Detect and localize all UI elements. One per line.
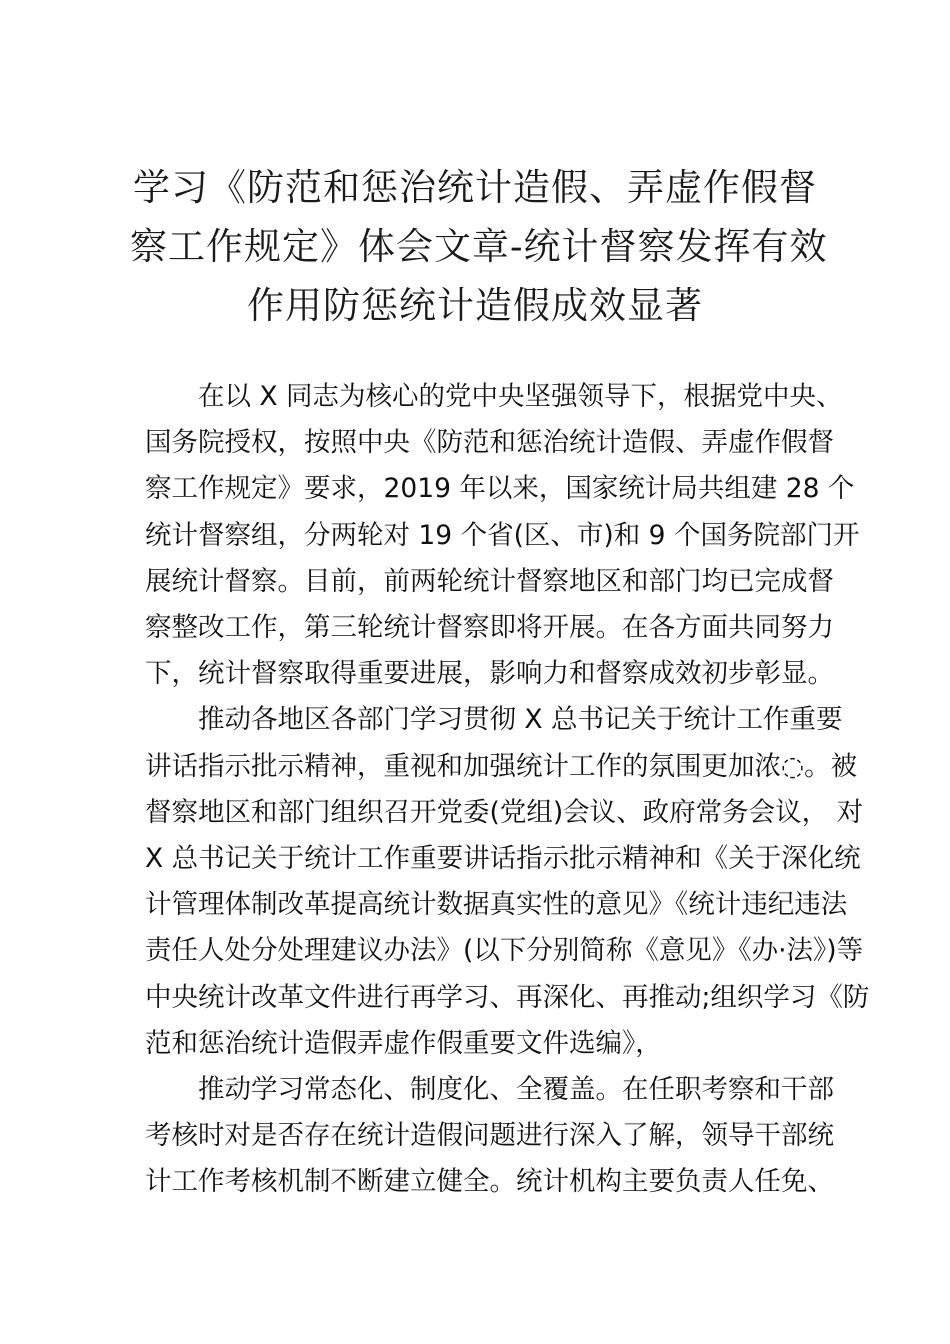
title-line: 学习《防范和惩治统计造假、弄虚作假督	[133, 166, 817, 209]
text-line: 责任人处分处理建议办法》(以下分别简称《意见》《办·法》)等	[145, 935, 864, 967]
paragraph-1	[145, 374, 860, 697]
title-line: 作用防惩统计造假成效显著	[247, 284, 703, 327]
text-line: 展统计督察。目前，前两轮统计督察地区和部门均已完成督	[145, 565, 834, 597]
text-line: 推动学习常态化、制度化、全覆盖。在任职考察和干部	[198, 1074, 834, 1106]
text-line: 推动各地区各部门学习贯彻 X 总书记关于统计工作重要	[198, 704, 843, 736]
text-line: 察整改工作，第三轮统计督察即将开展。在各方面共同努力	[145, 612, 834, 644]
text-line: 范和惩治统计造假弄虚作假重要文件选编》，	[145, 1027, 662, 1059]
text-line: 讲话指示批示精神，重视和加强统计工作的氛围更加浓◌。被	[145, 750, 858, 782]
text-line: 国务院授权，按照中央《防范和惩治统计造假、弄虚作假督	[145, 427, 834, 459]
text-line: 督察地区和部门组织召开党委(党组)会议、政府常务会议， 对	[145, 796, 864, 828]
document-title	[130, 158, 828, 335]
paragraph-3	[145, 1067, 835, 1206]
title-line: 察工作规定》体会文章-统计督察发挥有效	[130, 225, 828, 268]
text-line: 下，统计督察取得重要进展，影响力和督察成效初步彰显。	[145, 658, 834, 690]
document-body	[145, 374, 870, 1206]
paragraph-2	[145, 697, 870, 1067]
text-line: 计工作考核机制不断建立健全。统计机构主要负责人任免、	[145, 1166, 834, 1198]
text-line: 中央统计改革文件进行再学习、再深化、再推动;组织学习《防	[145, 981, 870, 1013]
text-line: 察工作规定》要求，2019 年以来，国家统计局共组建 28 个	[145, 473, 855, 505]
text-line: 考核时对是否存在统计造假问题进行深入了解，领导干部统	[145, 1120, 834, 1152]
text-line: 统计督察组，分两轮对 19 个省(区、市)和 9 个国务院部门开	[145, 519, 860, 551]
text-line: X 总书记关于统计工作重要讲话指示批示精神和《关于深化统	[145, 843, 861, 875]
text-line: 计管理体制改革提高统计数据真实性的意见》《统计违纪违法	[145, 889, 848, 921]
text-line: 在以 X 同志为核心的党中央坚强领导下，根据党中央、	[198, 381, 843, 412]
